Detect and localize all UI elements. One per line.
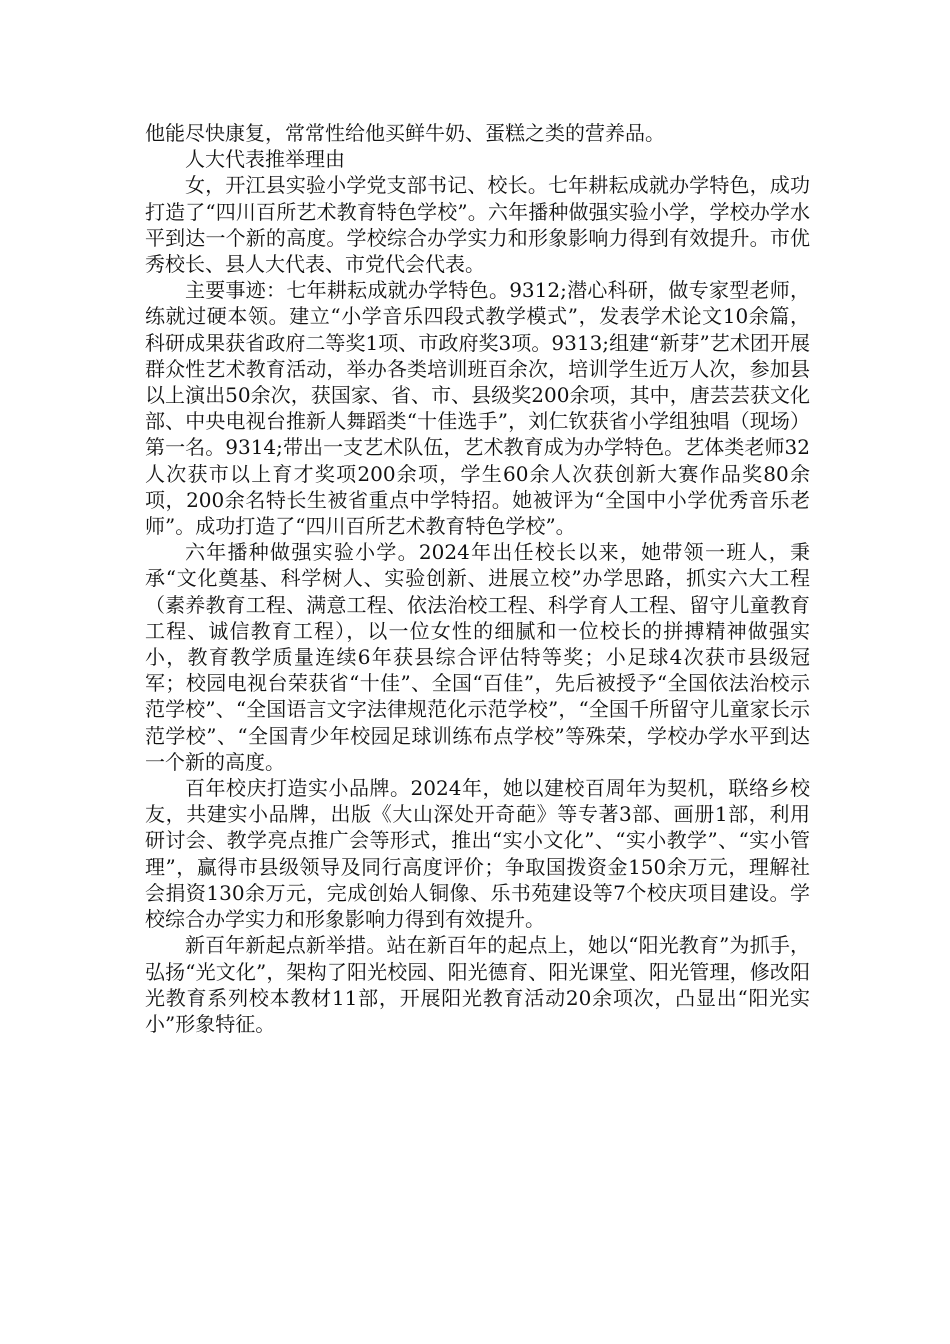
- paragraph-main-deeds: 主要事迹：七年耕耘成就办学特色。9312;潜心科研，做专家型老师，练就过硬本领。建立“小学音乐四段式教学模式”，发表学术论文10余篇，科研成果获省政府二等奖1项、市政府奖3项。9313;组建“新芽”艺术团开展群众性艺术教育活动，举办各类培训班百余次，培训学生近万人次，参加县以上演出50余次，获国家、省、市、县级奖200余项，其中，唐芸芸获文化部、中央电视台推新人舞蹈类“十佳选手”，刘仁钦获省小学组独唱（现场）第一名。9314;带出一支艺术队伍，艺术教育成为办学特色。艺体类老师32人次获市以上育才奖项200余项，学生60余人次获创新大赛作品奖80余项，200余名特长生被省重点中学特招。她被评为“全国中小学优秀音乐老师”。成功打造了“四川百所艺术教育特色学校”。: [145, 278, 810, 539]
- section-heading: 人大代表推举理由: [185, 147, 345, 172]
- paragraph-continuation: 他能尽快康复，常常性给他买鲜牛奶、蛋糕之类的营养品。: [145, 121, 665, 145]
- paragraph-six-years: 六年播种做强实验小学。2024年出任校长以来，她带领一班人，秉承“文化奠基、科学树人、实验创新、进展立校”办学思路，抓实六大工程（素养教育工程、满意工程、依法治校工程、科学育人工程、留守儿童教育工程、诚信教育工程），以一位女性的细腻和一位校长的拼搏精神做强实小，教育教学质量连续6年获县综合评估特等奖；小足球4次获市县级冠军；校园电视台荣获省“十佳”、全国“百佳”，先后被授予“全国依法治校示范学校”、“全国语言文字法律规范化示范学校”，“全国千所留守儿童家长示范学校”、“全国青少年校园足球训练布点学校”等殊荣，学校办学水平到达一个新的高度。: [145, 540, 810, 774]
- paragraph-centennial: 百年校庆打造实小品牌。2024年，她以建校百周年为契机，联络乡校友，共建实小品牌，出版《大山深处开奇葩》等专著3部、画册1部，利用研讨会、教学亮点推广会等形式，推出“实小文化”、“实小教学”、“实小管理”，赢得市县级领导及同行高度评价；争取国拨资金150余万元，理解社会捐资130余万元，完成创始人铜像、乐书苑建设等7个校庆项目建设。学校综合办学实力和形象影响力得到有效提升。: [145, 776, 810, 932]
- paragraph-intro: 女，开江县实验小学党支部书记、校长。七年耕耘成就办学特色，成功打造了“四川百所艺术教育特色学校”。六年播种做强实验小学，学校办学水平到达一个新的高度。学校综合办学实力和形象影响力得到有效提升。市优秀校长、县人大代表、市党代会代表。: [145, 173, 810, 277]
- paragraph-new-century: 新百年新起点新举措。站在新百年的起点上，她以“阳光教育”为抓手，弘扬“光文化”，架构了阳光校园、阳光德育、阳光课堂、阳光管理，修改阳光教育系列校本教材11部，开展阳光教育活动20余项次，凸显出“阳光实小”形象特征。: [145, 933, 810, 1036]
- document-body: [145, 120, 810, 1037]
